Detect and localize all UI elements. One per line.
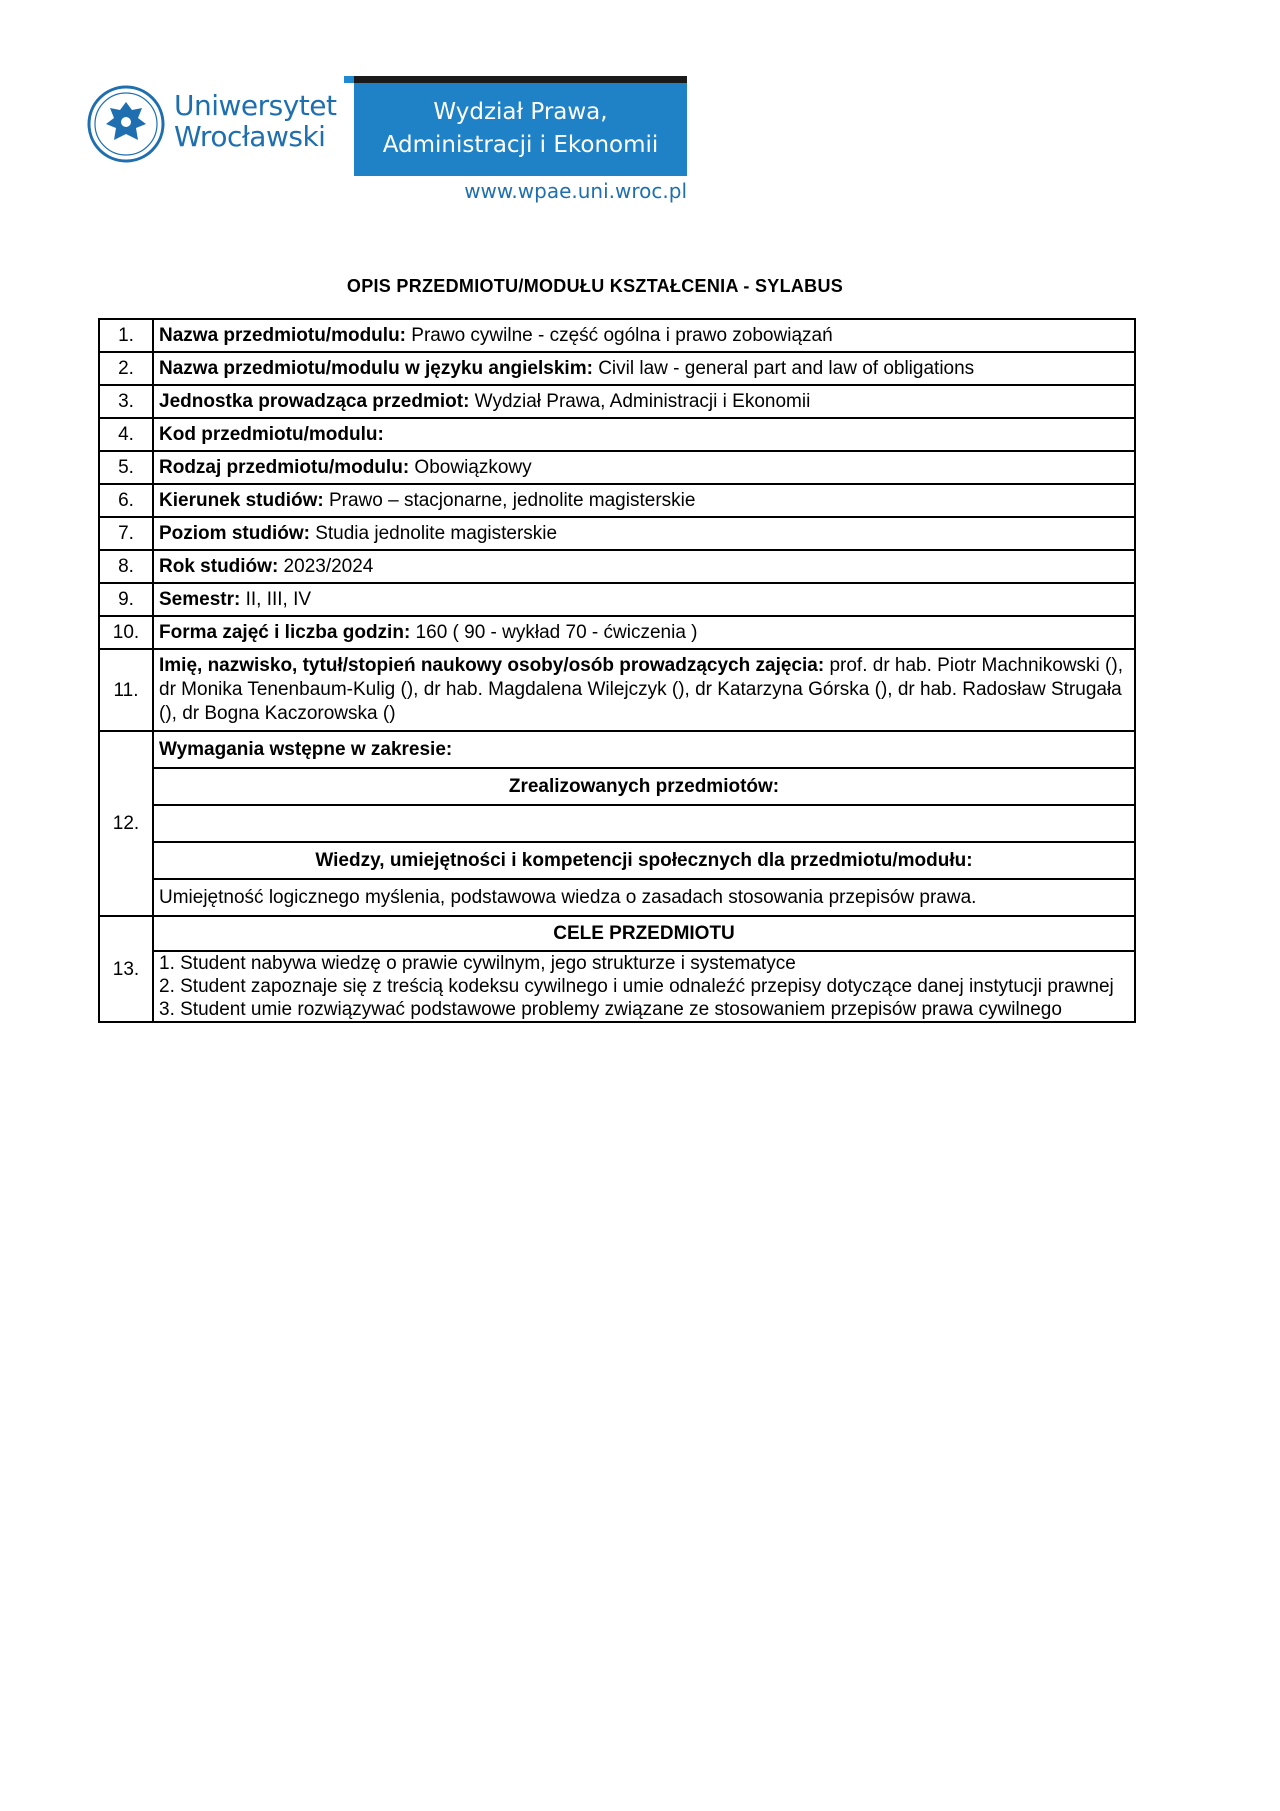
faculty-url: www.wpae.uni.wroc.pl xyxy=(464,179,687,203)
row-content xyxy=(153,484,1135,517)
row-label: Kierunek studiów: xyxy=(159,490,324,511)
table-row-12-sub1-value xyxy=(99,805,1135,842)
table-row-12-heading xyxy=(99,731,1135,768)
row-value: Studia jednolite magisterskie xyxy=(309,523,558,544)
course-goal-item: 3. Student umie rozwiązywać podstawowe problemy związane ze stosowaniem przepisów prawa cywilnego xyxy=(159,999,1062,1020)
row-content xyxy=(153,583,1135,616)
course-goals-list xyxy=(153,951,1135,1022)
table-row xyxy=(99,484,1135,517)
faculty-top-bar xyxy=(344,76,687,83)
course-goal-item: 2. Student zapoznaje się z treścią kodeksu cywilnego i umie odnaleźć przepisy dotyczące danej instytucji prawnej xyxy=(159,976,1114,997)
row-label: Imię, nazwisko, tytuł/stopień naukowy osoby/osób prowadzących zajęcia: xyxy=(159,655,825,676)
row-value: 160 ( 90 - wykład 70 - ćwiczenia ) xyxy=(410,622,698,643)
syllabus-table xyxy=(98,318,1136,1023)
row-label: Rok studiów: xyxy=(159,556,279,577)
row-value: Prawo cywilne - część ogólna i prawo zobowiązań xyxy=(406,325,833,346)
document-title: OPIS PRZEDMIOTU/MODUŁU KSZTAŁCENIA - SYLABUS xyxy=(346,276,844,296)
table-row-13-heading xyxy=(99,916,1135,951)
table-row xyxy=(99,583,1135,616)
row-value: 2023/2024 xyxy=(278,556,374,577)
header-logos xyxy=(86,76,686,206)
table-row-11 xyxy=(99,649,1135,731)
row-number: 7. xyxy=(99,517,153,550)
row-number: 8. xyxy=(99,550,153,583)
table-row xyxy=(99,451,1135,484)
row-number: 6. xyxy=(99,484,153,517)
table-row xyxy=(99,385,1135,418)
row-value: Civil law - general part and law of obligations xyxy=(592,358,975,379)
row-value: Wydział Prawa, Administracji i Ekonomii xyxy=(469,391,811,412)
row-content xyxy=(153,550,1135,583)
row-content xyxy=(153,352,1135,385)
row-number: 5. xyxy=(99,451,153,484)
row-number: 3. xyxy=(99,385,153,418)
faculty-name-line2: Administracji i Ekonomii xyxy=(382,132,659,158)
row-label: Rodzaj przedmiotu/modulu: xyxy=(159,457,410,478)
row-content xyxy=(153,385,1135,418)
row-label: Nazwa przedmiotu/modulu w języku angielskim: xyxy=(159,358,593,379)
row-value: Obowiązkowy xyxy=(409,457,532,478)
row-content xyxy=(153,649,1135,731)
completed-courses-heading: Zrealizowanych przedmiotów: xyxy=(153,768,1135,805)
university-name-line2: Wrocławski xyxy=(174,120,326,153)
row-label: Forma zajęć i liczba godzin: xyxy=(159,622,411,643)
faculty-top-bar-accent xyxy=(344,76,354,83)
table-row xyxy=(99,517,1135,550)
faculty-name-box xyxy=(354,83,687,176)
course-goal-item: 1. Student nabywa wiedzę o prawie cywilnym, jego strukturze i systematyce xyxy=(159,953,796,974)
table-row xyxy=(99,616,1135,649)
row-number: 13. xyxy=(99,916,153,1022)
university-name xyxy=(174,90,337,152)
completed-courses-value xyxy=(153,805,1135,842)
row-label: Semestr: xyxy=(159,589,241,610)
table-row xyxy=(99,319,1135,352)
row-content xyxy=(153,451,1135,484)
knowledge-skills-heading: Wiedzy, umiejętności i kompetencji społecznych dla przedmiotu/modułu: xyxy=(153,842,1135,879)
row-number: 2. xyxy=(99,352,153,385)
course-goals-heading: CELE PRZEDMIOTU xyxy=(153,916,1135,951)
knowledge-skills-value: Umiejętność logicznego myślenia, podstawowa wiedza o zasadach stosowania przepisów prawa. xyxy=(153,879,1135,916)
row-number: 11. xyxy=(99,649,153,731)
table-row xyxy=(99,418,1135,451)
table-row-13-goals xyxy=(99,951,1135,1022)
row-number: 4. xyxy=(99,418,153,451)
table-row xyxy=(99,550,1135,583)
row-value: prof. dr hab. Piotr Machnikowski (), dr Monika Tenenbaum-Kulig (), dr hab. Magdalena Wilejczyk (), dr Katarzyna Górska (), dr hab. Radosław Strugała (), dr Bogna Kaczorowska () xyxy=(159,655,1123,724)
row-number: 12. xyxy=(99,731,153,916)
table-row-12-sub2 xyxy=(99,842,1135,879)
row-value: Prawo – stacjonarne, jednolite magisterskie xyxy=(323,490,696,511)
row-label: Poziom studiów: xyxy=(159,523,310,544)
row-number: 1. xyxy=(99,319,153,352)
row-label: Kod przedmiotu/modulu: xyxy=(159,424,384,445)
university-name-line1: Uniwersytet xyxy=(174,89,337,122)
table-row xyxy=(99,352,1135,385)
table-row-12-sub2-value xyxy=(99,879,1135,916)
faculty-name-line1: Wydział Prawa, xyxy=(433,99,608,125)
row-label: Nazwa przedmiotu/modulu: xyxy=(159,325,406,346)
row-value: II, III, IV xyxy=(240,589,312,610)
requirements-heading: Wymagania wstępne w zakresie: xyxy=(153,731,1135,768)
university-emblem-icon xyxy=(86,84,166,164)
row-content xyxy=(153,418,1135,451)
row-number: 9. xyxy=(99,583,153,616)
row-number: 10. xyxy=(99,616,153,649)
table-row-12-sub1 xyxy=(99,768,1135,805)
row-content xyxy=(153,517,1135,550)
row-content xyxy=(153,319,1135,352)
row-label: Jednostka prowadząca przedmiot: xyxy=(159,391,470,412)
row-content xyxy=(153,616,1135,649)
